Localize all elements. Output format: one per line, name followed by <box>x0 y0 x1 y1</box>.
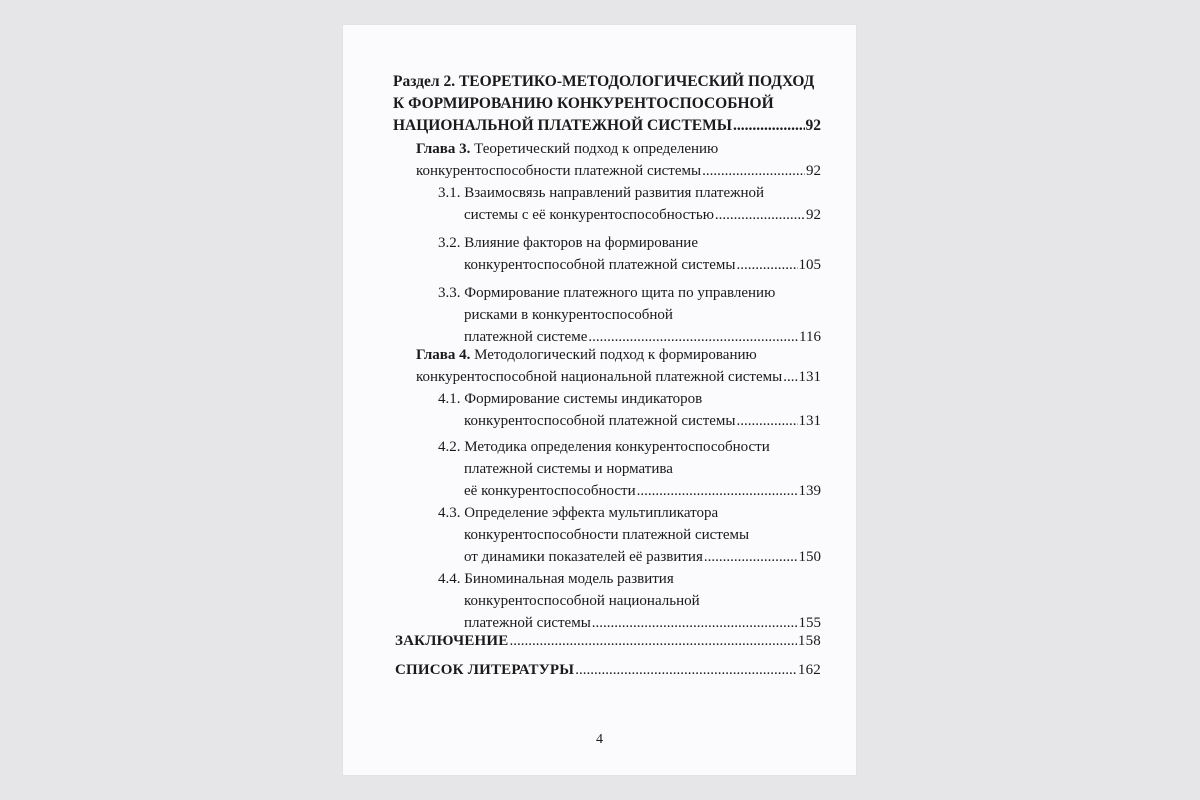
subsection-title-line-2: конкурентоспособности платежной системы <box>464 527 750 543</box>
toc-references[interactable] <box>395 659 821 681</box>
subsection-title-line-1: Взаимосвязь направлений развития платежной <box>464 185 765 201</box>
subsection-title-line-1: Биноминальная модель развития <box>464 571 674 587</box>
toc-subsection-4-2[interactable] <box>438 436 821 502</box>
leader-dots <box>575 659 797 681</box>
chapter-prefix: Глава 4. <box>416 347 471 363</box>
leader-dots <box>509 630 796 652</box>
toc-subsection-4-1[interactable] <box>438 388 821 432</box>
page-ref: 150 <box>798 549 821 565</box>
subsection-title-line-2: конкурентоспособной национальной <box>464 593 700 609</box>
page-number: 4 <box>596 732 603 747</box>
subsection-title-line-1: Методика определения конкурентоспособности <box>464 439 770 455</box>
subsection-number: 3.1. <box>438 185 461 201</box>
page-ref: 139 <box>798 483 821 499</box>
subsection-number: 4.2. <box>438 439 461 455</box>
subsection-number: 4.1. <box>438 391 461 407</box>
toc-subsection-3-1[interactable] <box>438 182 821 226</box>
leader-dots <box>704 546 798 568</box>
leader-dots <box>715 204 805 226</box>
page-ref: 116 <box>799 329 821 345</box>
section-prefix: Раздел 2. <box>393 73 456 90</box>
chapter-title-line-1: Методологический подход к формированию <box>474 347 757 363</box>
subsection-title-line-2: платежной системы и норматива <box>464 461 673 477</box>
page-ref: 92 <box>805 117 821 134</box>
subsection-title-line-3: от динамики показателей её развития <box>464 549 703 565</box>
subsection-title-line-3: платежной системы <box>464 615 591 631</box>
subsection-title-line-2: конкурентоспособной платежной системы <box>464 257 736 273</box>
toc-chapter-3[interactable] <box>416 138 821 182</box>
subsection-title-line-1: Влияние факторов на формирование <box>464 235 698 251</box>
subsection-number: 3.2. <box>438 235 461 251</box>
section-title-line-3: НАЦИОНАЛЬНОЙ ПЛАТЕЖНОЙ СИСТЕМЫ <box>393 117 732 134</box>
leader-dots <box>637 480 798 502</box>
toc-chapter-4[interactable] <box>416 344 821 388</box>
toc-conclusion[interactable] <box>395 630 821 652</box>
page-ref: 162 <box>797 662 821 678</box>
leader-dots <box>733 115 805 137</box>
leader-dots <box>783 366 797 388</box>
page-ref: 92 <box>806 207 821 223</box>
conclusion-label: ЗАКЛЮЧЕНИЕ <box>395 633 509 649</box>
chapter-prefix: Глава 3. <box>416 141 471 157</box>
chapter-title-line-2: конкурентоспособности платежной системы <box>416 163 702 179</box>
subsection-title-line-2: системы с её конкурентоспособностью <box>464 207 714 223</box>
toc-subsection-4-3[interactable] <box>438 502 821 568</box>
page-ref: 105 <box>798 257 821 273</box>
subsection-title-line-2: рисками в конкурентоспособной <box>464 307 673 323</box>
toc-subsection-3-2[interactable] <box>438 232 821 276</box>
subsection-title-line-1: Определение эффекта мультипликатора <box>464 505 719 521</box>
subsection-title-line-1: Формирование платежного щита по управлению <box>464 285 776 301</box>
section-title-line-1: ТЕОРЕТИКО-МЕТОДОЛОГИЧЕСКИЙ ПОДХОД <box>458 73 815 90</box>
subsection-number: 4.3. <box>438 505 461 521</box>
chapter-title-line-2: конкурентоспособной национальной платежной системы <box>416 369 783 385</box>
chapter-title-line-1: Теоретический подход к определению <box>474 141 719 157</box>
leader-dots <box>737 254 798 276</box>
document-page <box>343 25 856 775</box>
subsection-number: 3.3. <box>438 285 461 301</box>
page-ref: 92 <box>806 163 821 179</box>
subsection-title-line-3: её конкурентоспособности <box>464 483 636 499</box>
subsection-title-line-3: платежной системе <box>464 329 588 345</box>
subsection-number: 4.4. <box>438 571 461 587</box>
subsection-title-line-1: Формирование системы индикаторов <box>464 391 703 407</box>
toc-subsection-4-4[interactable] <box>438 568 821 634</box>
page-ref: 158 <box>797 633 821 649</box>
references-label: СПИСОК ЛИТЕРАТУРЫ <box>395 662 575 678</box>
leader-dots <box>737 410 798 432</box>
toc-section-2[interactable] <box>393 71 821 137</box>
leader-dots <box>702 160 805 182</box>
section-title-line-2: К ФОРМИРОВАНИЮ КОНКУРЕНТОСПОСОБНОЙ <box>393 95 774 112</box>
subsection-title-line-2: конкурентоспособной платежной системы <box>464 413 736 429</box>
page-ref: 131 <box>798 413 821 429</box>
table-of-contents <box>343 25 856 775</box>
toc-subsection-3-3[interactable] <box>438 282 821 348</box>
page-ref: 131 <box>798 369 821 385</box>
page-ref: 155 <box>798 615 821 631</box>
